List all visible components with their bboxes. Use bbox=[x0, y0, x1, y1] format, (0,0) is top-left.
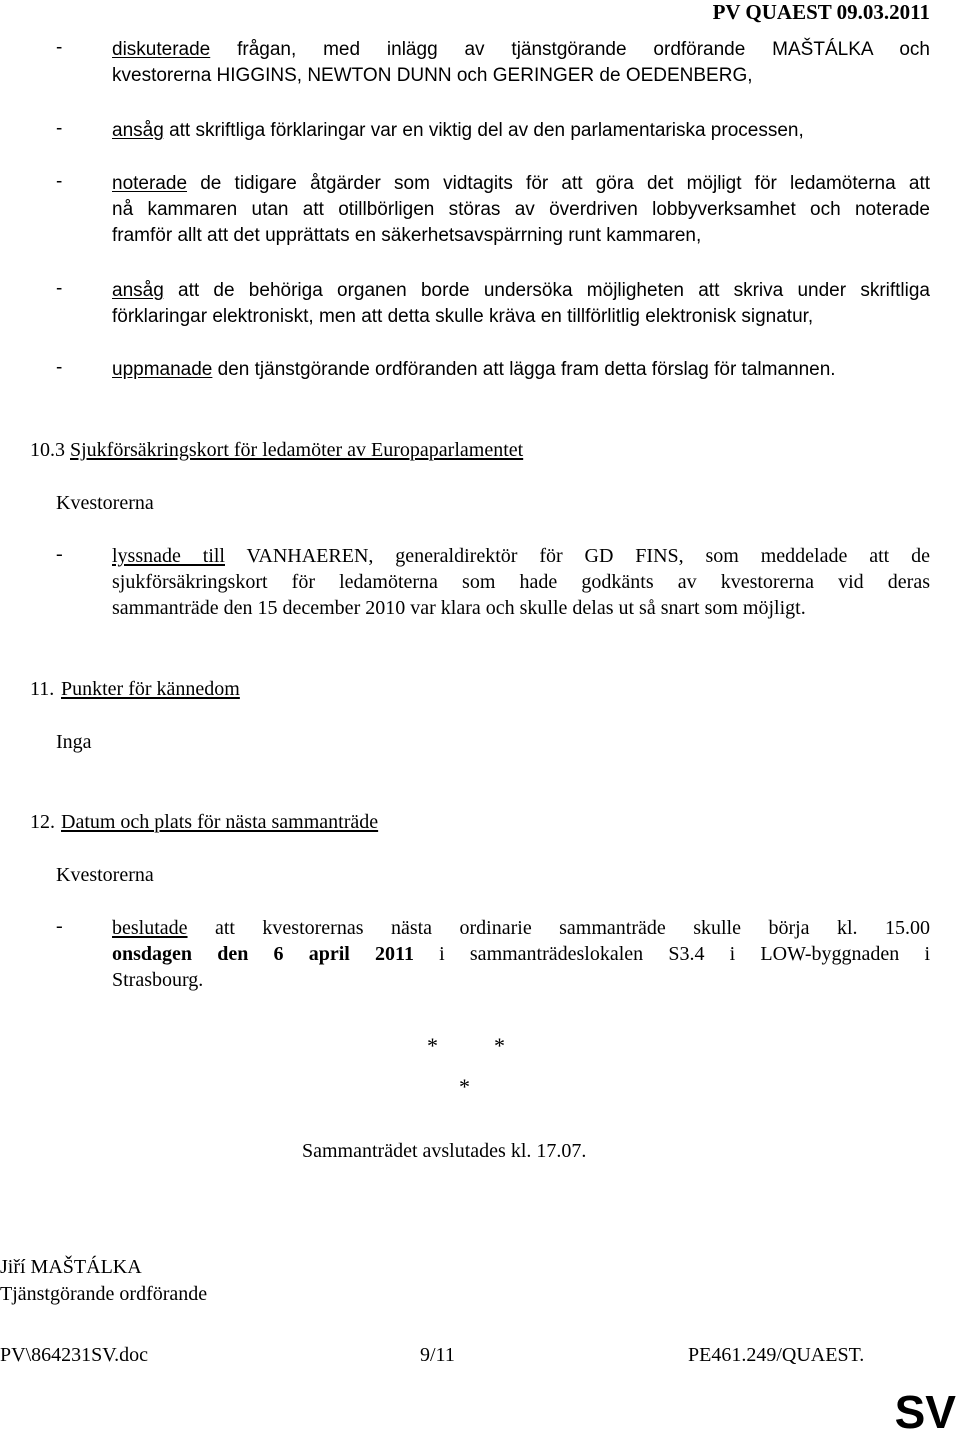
bullet-verb: noterade bbox=[112, 173, 188, 194]
signatory-role: Tjänstgörande ordförande bbox=[0, 1283, 208, 1305]
bullet-verb: beslutade bbox=[112, 917, 188, 939]
bullet-line bbox=[112, 171, 930, 197]
bullet-line bbox=[112, 278, 930, 304]
bullet-dash: - bbox=[56, 118, 63, 139]
bullet-line bbox=[112, 543, 930, 569]
bullet-dash: - bbox=[56, 171, 63, 192]
bullet-verb: lyssnade till bbox=[112, 545, 225, 567]
bullet-dash: - bbox=[56, 915, 63, 937]
meeting-day: onsdagen den bbox=[112, 943, 249, 965]
bullet-verb: uppmanade bbox=[112, 359, 213, 380]
bullet-text: de tidigare åtgärder som vidtagits för att göra det möjligt för ledamöterna att bbox=[200, 173, 930, 194]
bullet-line bbox=[112, 915, 930, 941]
bullet-line: sammanträde den 15 december 2010 var klara och skulle delas ut så snart som möjligt. bbox=[112, 597, 806, 619]
bullet-verb: ansåg bbox=[112, 280, 164, 301]
footer-document-name: PV\864231SV.doc bbox=[0, 1344, 148, 1366]
bullet-line: framför allt att det upprättats en säkerhetsavspärrning runt kammaren, bbox=[112, 225, 702, 246]
bullet-dash: - bbox=[56, 278, 63, 299]
bullet-text: den tjänstgörande ordföranden att lägga fram detta förslag för talmannen. bbox=[217, 359, 836, 380]
meeting-date: 6 april 2011 bbox=[273, 943, 414, 965]
language-code: SV bbox=[894, 1386, 956, 1438]
closing-statement: Sammanträdet avslutades kl. 17.07. bbox=[302, 1140, 587, 1162]
asterisk-separator: * bbox=[494, 1033, 505, 1058]
section-subheading: Inga bbox=[56, 731, 92, 753]
bullet-line: Strasbourg. bbox=[112, 969, 204, 991]
bullet-line: kvestorerna HIGGINS, NEWTON DUNN och GERINGER de OEDENBERG, bbox=[112, 65, 753, 86]
bullet-text: i sammanträdeslokalen S3.4 i LOW-byggnaden i bbox=[439, 943, 931, 965]
bullet-line bbox=[112, 357, 930, 383]
footer-page-number: 9/11 bbox=[420, 1344, 455, 1366]
bullet-text: VANHAEREN, generaldirektör för GD FINS, som meddelade att de bbox=[246, 545, 931, 567]
signatory-name: Jiří MAŠTÁLKA bbox=[0, 1256, 142, 1278]
section-number: 12. bbox=[30, 811, 55, 833]
header-reference: PV QUAEST 09.03.2011 bbox=[712, 0, 930, 24]
section-title: Punkter för kännedom bbox=[61, 678, 240, 700]
bullet-text: frågan, med inlägg av tjänstgörande ordförande MAŠTÁLKA och bbox=[237, 39, 930, 60]
bullet-line: sjukförsäkringskort för ledamöterna som hade godkänts av kvestorerna vid deras bbox=[112, 571, 930, 593]
section-subheading: Kvestorerna bbox=[56, 492, 154, 514]
bullet-line: nå kammaren utan att otillbörligen störas av överdriven lobbyverksamhet och noterade bbox=[112, 199, 930, 220]
bullet-text: att skriftliga förklaringar var en viktig del av den parlamentariska processen, bbox=[169, 120, 804, 141]
section-heading-10-3 bbox=[30, 437, 523, 463]
bullet-dash: - bbox=[56, 357, 63, 378]
asterisk-separator: * bbox=[427, 1033, 438, 1058]
section-subheading: Kvestorerna bbox=[56, 864, 154, 886]
section-heading-12 bbox=[30, 809, 378, 835]
footer-reference: PE461.249/QUAEST. bbox=[688, 1344, 865, 1366]
bullet-verb: ansåg bbox=[112, 120, 164, 141]
bullet-text: att de behöriga organen borde undersöka möjligheten att skriva under skriftliga bbox=[178, 280, 930, 301]
asterisk-separator: * bbox=[459, 1074, 470, 1099]
section-title: Sjukförsäkringskort för ledamöter av Europaparlamentet bbox=[70, 439, 524, 461]
section-number: 10.3 bbox=[30, 439, 65, 461]
bullet-dash: - bbox=[56, 543, 63, 565]
bullet-dash: - bbox=[56, 37, 63, 58]
section-number: 11. bbox=[30, 678, 55, 700]
section-title: Datum och plats för nästa sammanträde bbox=[61, 811, 379, 833]
bullet-line bbox=[112, 941, 930, 967]
bullet-line bbox=[112, 37, 930, 63]
section-heading-11 bbox=[30, 676, 240, 702]
bullet-verb: diskuterade bbox=[112, 39, 211, 60]
bullet-line bbox=[112, 118, 930, 144]
bullet-text: att kvestorernas nästa ordinarie sammanträde skulle börja kl. 15.00 bbox=[214, 917, 930, 939]
bullet-line: förklaringar elektroniskt, men att detta skulle kräva en tillförlitlig elektronisk signatur, bbox=[112, 306, 814, 327]
